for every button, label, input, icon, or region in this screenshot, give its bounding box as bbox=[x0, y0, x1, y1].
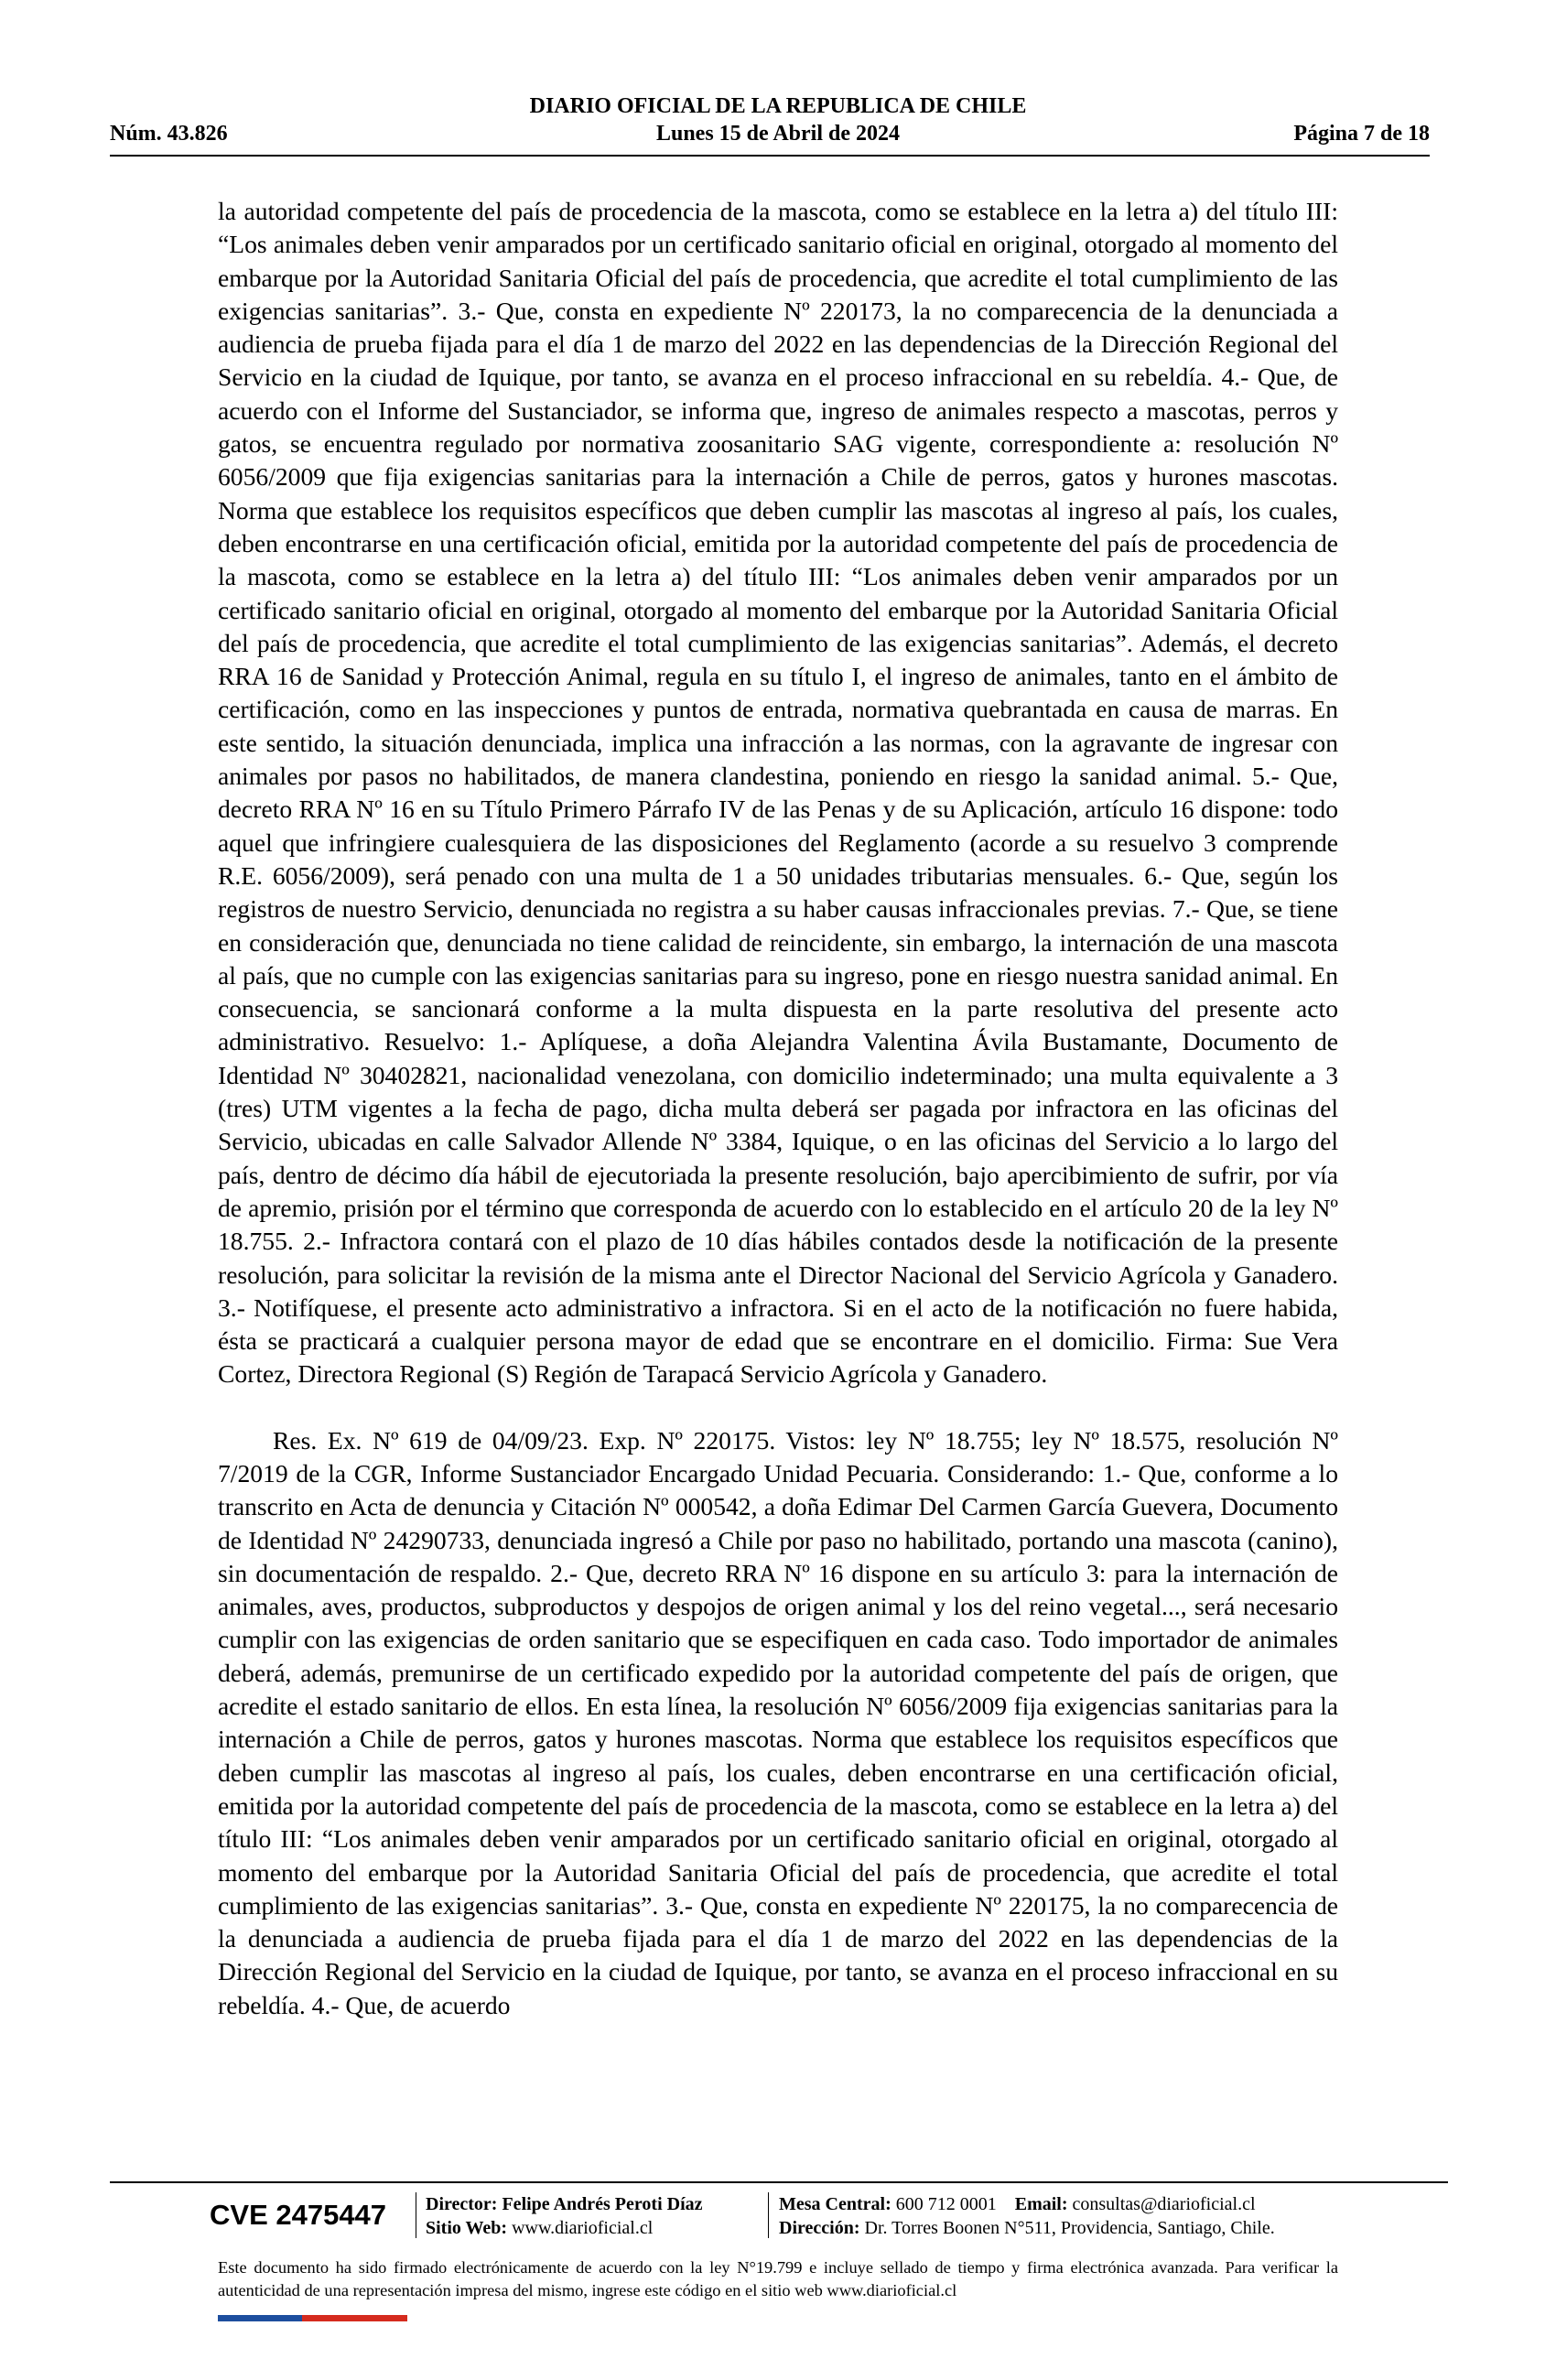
newspaper-title: DIARIO OFICIAL DE LA REPUBLICA DE CHILE bbox=[529, 94, 1027, 118]
body-paragraph-2: Res. Ex. Nº 619 de 04/09/23. Exp. Nº 220175. Vistos: ley Nº 18.755; ley Nº 18.575, resolución Nº 7/2019 de la CGR, Informe Sustanciador Encargado Unidad Pecuaria. Considerando: 1.- Que, conforme a lo transcrito en Acta de denuncia y Citación Nº 000542, a doña Edimar Del Carmen García Guevera, Documento de Identidad Nº 24290733, denunciada ingresó a Chile por paso no habilitado, portando una mascota (canino), sin documentación de respaldo. 2.- Que, decreto RRA Nº 16 dispone en su artículo 3: para la internación de animales, aves, productos, subproductos y despojos de origen animal y los del reino vegetal..., será necesario cumplir con las exigencias de orden sanitario que se especifiquen en cada caso. Todo importador de animales deberá, además, premunirse de un certificado expedido por la autoridad competente del país de origen, que acredite el estado sanitario de ellos. En esta línea, la resolución Nº 6056/2009 fija exigencias sanitarias para la internación a Chile de perros, gatos y hurones mascotas. Norma que establece los requisitos específicos que deben cumplir las mascotas al ingreso al país, los cuales, deben encontrarse en una certificación oficial, emitida por la autoridad competente del país de procedencia de la mascota, como se establece en la letra a) del título III: “Los animales deben venir amparados por un certificado sanitario oficial en original, otorgado al momento del embarque por la Autoridad Sanitaria Oficial del país de procedencia, que acredite el total cumplimiento de las exigencias sanitarias”. 3.- Que, consta en expediente Nº 220175, la no comparecencia de la denunciada a audiencia de prueba fijada para el día 1 de marzo del 2022 en las dependencias de la Dirección Regional del Servicio en la ciudad de Iquique, por tanto, se avanza en el proceso infraccional en su rebeldía. 4.- Que, de acuerdo bbox=[218, 1425, 1338, 2019]
chile-flag-stripe bbox=[218, 2315, 407, 2321]
header-divider bbox=[110, 155, 1430, 157]
body-paragraph-1: la autoridad competente del país de procedencia de la mascota, como se establece en la letra a) del título III: “Los animales deben venir amparados por un certificado sanitario oficial en original, otorgado al momento del embarque por la Autoridad Sanitaria Oficial del país de procedencia, que acredite el total cumplimiento de las exigencias sanitarias”. 3.- Que, consta en expediente Nº 220173, la no comparecencia de la denunciada a audiencia de prueba fijada para el día 1 de marzo del 2022 en las dependencias de la Dirección Regional del Servicio en la ciudad de Iquique, por tanto, se avanza en el proceso infraccional en su rebeldía. 4.- Que, de acuerdo con el Informe del Sustanciador, se informa que, ingreso de animales respecto a mascotas, perros y gatos, se encuentra regulado por normativa zoosanitario SAG vigente, correspondiente a: resolución Nº 6056/2009 que fija exigencias sanitarias para la internación a Chile de perros, gatos y hurones mascotas. Norma que establece los requisitos específicos que deben cumplir las mascotas al ingreso al país, los cuales, deben encontrarse en una certificación oficial, emitida por la autoridad competente del país de procedencia de la mascota, como se establece en la letra a) del título III: “Los animales deben venir amparados por un certificado sanitario oficial en original, otorgado al momento del embarque por la Autoridad Sanitaria Oficial del país de procedencia, que acredite el total cumplimiento de las exigencias sanitarias”. Además, el decreto RRA 16 de Sanidad y Protección Animal, regula en su título I, el ingreso de animales, tanto en el ámbito de certificación, como en las inspecciones y puntos de entrada, normativa quebrantada en causa de marras. En este sentido, la situación denunciada, implica una infracción a las normas, con la agravante de ingresar con animales por pasos no habilitados, de manera clandestina, poniendo en riesgo la sanidad animal. 5.- Que, decreto RRA Nº 16 en su Título Primero Párrafo IV de las Penas y de su Aplicación, artículo 16 dispone: todo aquel que infringiere cualesquiera de las disposiciones del Reglamento (acorde a su resuelvo 3 comprende R.E. 6056/2009), será penado con una multa de 1 a 50 unidades tributarias mensuales. 6.- Que, según los registros de nuestro Servicio, denunciada no registra a su haber causas infraccionales previas. 7.- Que, se tiene en consideración que, denunciada no tiene calidad de reincidente, sin embargo, la internación de una mascota al país, que no cumple con las exigencias sanitarias para su ingreso, pone en riesgo nuestra sanidad animal. En consecuencia, se sancionará conforme a la multa dispuesta en la parte resolutiva del presente acto administrativo. Resuelvo: 1.- Aplíquese, a doña Alejandra Valentina Ávila Bustamante, Documento de Identidad Nº 30402821, nacionalidad venezolana, con domicilio indeterminado; una multa equivalente a 3 (tres) UTM vigentes a la fecha de pago, dicha multa deberá ser pagada por infractora en las oficinas del Servicio, ubicadas en calle Salvador Allende Nº 3384, Iquique, o en las oficinas del Servicio a lo largo del país, dentro de décimo día hábil de ejecutoriada la presente resolución, bajo apercibimiento de sufrir, por vía de apremio, prisión por el término que corresponda de acuerdo con lo establecido en el artículo 20 de la ley Nº 18.755. 2.- Infractora contará con el plazo de 10 días hábiles contados desde la notificación de la presente resolución, para solicitar la revisión de la misma ante el Director Nacional del Servicio Agrícola y Ganadero. 3.- Notifíquese, el presente acto administrativo a infractora. Si en el acto de la notificación no fuere habida, ésta se practicará a cualquier persona mayor de edad que se encontrare en el domicilio. Firma: Sue Vera Cortez, Directora Regional (S) Región de Tarapacá Servicio Agrícola y Ganadero. bbox=[218, 197, 1338, 1389]
email-link[interactable]: consultas@diarioficial.cl bbox=[1072, 2194, 1256, 2214]
director-label: Director: bbox=[426, 2194, 498, 2214]
address-value: Dr. Torres Boonen N°511, Providencia, Santiago, Chile. bbox=[864, 2218, 1275, 2238]
flag-blue-segment bbox=[218, 2315, 302, 2321]
issue-date: Lunes 15 de Abril de 2024 bbox=[655, 122, 901, 146]
website-link[interactable]: www.diarioficial.cl bbox=[512, 2218, 654, 2238]
website-label: Sitio Web: bbox=[426, 2218, 508, 2238]
signature-notice: Este documento ha sido firmado electrónicamente de acuerdo con la ley N°19.799 e incluye sellado de tiempo y firma electrónica avanzada. Para verificar la autenticidad de una representación impresa del mismo, ingrese este código en el sitio web www.diarioficial.cl bbox=[218, 2258, 1338, 2299]
footer-separator bbox=[768, 2192, 769, 2238]
mesa-label: Mesa Central: bbox=[779, 2194, 891, 2214]
footer-director-block bbox=[426, 2192, 703, 2240]
mesa-phone: 600 712 0001 bbox=[895, 2194, 997, 2214]
page-number: Página 7 de 18 bbox=[1293, 122, 1430, 146]
director-name: Felipe Andrés Peroti Díaz bbox=[502, 2194, 703, 2214]
address-label: Dirección: bbox=[779, 2218, 860, 2238]
flag-red-segment bbox=[302, 2315, 407, 2321]
issue-number: Núm. 43.826 bbox=[110, 122, 228, 146]
cve-code: CVE 2475447 bbox=[210, 2199, 387, 2231]
footer-contact-block bbox=[779, 2192, 1275, 2240]
email-label: Email: bbox=[1014, 2194, 1068, 2214]
document-body bbox=[218, 195, 1338, 2022]
footer-divider bbox=[110, 2181, 1448, 2183]
